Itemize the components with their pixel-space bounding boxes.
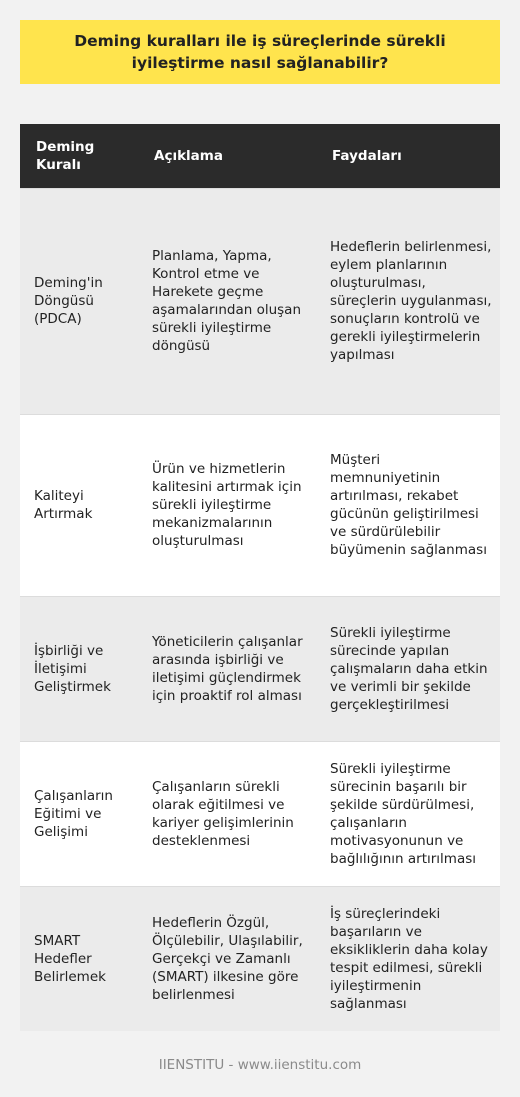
deming-table <box>20 124 500 1031</box>
cell-benefits: Sürekli iyileştirme sürecinde yapılan çalışmaların daha etkin ve verimli bir şekilde gerçekleştirilmesi <box>316 596 500 741</box>
table-row <box>20 596 500 741</box>
cell-description: Planlama, Yapma, Kontrol etme ve Harekete geçme aşamalarından oluşan sürekli iyileştirme döngüsü <box>138 188 316 414</box>
table-header-row <box>20 124 500 188</box>
footer-text: IIENSTITU - www.iienstitu.com <box>158 1057 362 1073</box>
cell-benefits: Sürekli iyileştirme sürecinin başarılı bir şekilde sürdürülmesi, çalışanların motivasyonunun ve bağlılığının artırılması <box>316 741 500 886</box>
cell-description: Hedeflerin Özgül, Ölçülebilir, Ulaşılabilir, Gerçekçi ve Zamanlı (SMART) ilkesine göre belirlenmesi <box>138 886 316 1031</box>
cell-description: Yöneticilerin çalışanlar arasında işbirliği ve iletişimi güçlendirmek için proaktif rol alması <box>138 596 316 741</box>
cell-rule: İşbirliği ve İletişimi Geliştirmek <box>20 596 138 741</box>
cell-benefits: Hedeflerin belirlenmesi, eylem planlarının oluşturulması, süreçlerin uygulanması, sonuçların kontrolü ve gerekli iyileştirmelerin yapılması <box>316 188 500 414</box>
cell-rule: Deming'in Döngüsü (PDCA) <box>20 188 138 414</box>
cell-rule: Kaliteyi Artırmak <box>20 414 138 596</box>
table-row <box>20 188 500 414</box>
cell-description: Ürün ve hizmetlerin kalitesini artırmak için sürekli iyileştirme mekanizmalarının oluşturulması <box>138 414 316 596</box>
table-row <box>20 414 500 596</box>
table-row <box>20 741 500 886</box>
cell-rule: Çalışanların Eğitimi ve Gelişimi <box>20 741 138 886</box>
header-description: Açıklama <box>138 124 316 188</box>
header-rule: Deming Kuralı <box>20 124 138 188</box>
header-benefits: Faydaları <box>316 124 500 188</box>
cell-rule: SMART Hedefler Belirlemek <box>20 886 138 1031</box>
cell-description: Çalışanların sürekli olarak eğitilmesi ve kariyer gelişimlerinin desteklenmesi <box>138 741 316 886</box>
cell-benefits: Müşteri memnuniyetinin artırılması, rekabet gücünün geliştirilmesi ve sürdürülebilir büyümenin sağlanması <box>316 414 500 596</box>
page-title: Deming kuralları ile iş süreçlerinde sürekli iyileştirme nasıl sağlanabilir? <box>20 20 500 84</box>
table-row <box>20 886 500 1031</box>
cell-benefits: İş süreçlerindeki başarıların ve eksikliklerin daha kolay tespit edilmesi, sürekli iyileştirmenin sağlanması <box>316 886 500 1031</box>
